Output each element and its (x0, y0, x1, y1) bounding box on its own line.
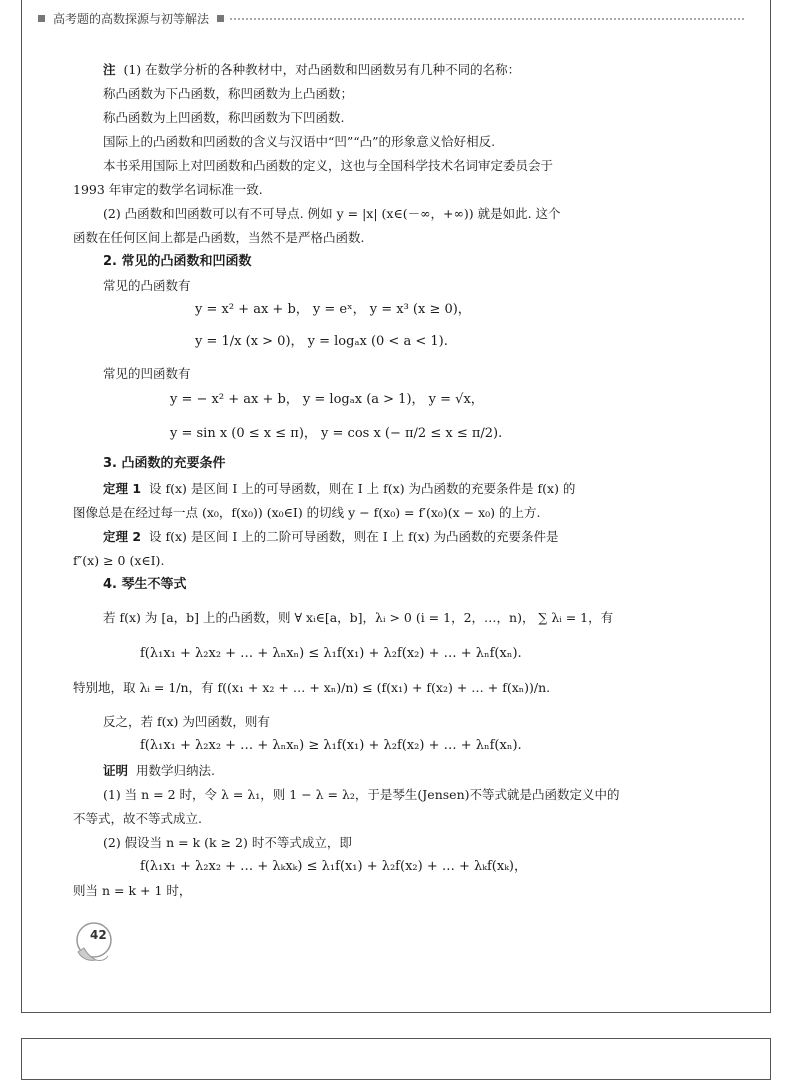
page-ornament-icon (70, 918, 118, 966)
formula-line: y = − x² + ax + b， y = logₐx (a > 1)， y = √x， (170, 392, 484, 407)
text-line: 称凸函数为下凸函数，称凹函数为上凸函数； (103, 86, 354, 101)
theorem-text: 设 f(x) 是区间 I 上的可导函数，则在 I 上 f(x) 为凸函数的充要条件是 f(x) 的 (149, 481, 576, 496)
section-heading-4: 4. 琴生不等式 (103, 577, 187, 592)
header-square-icon (38, 15, 45, 22)
theorem-label: 定理 2 (103, 529, 142, 544)
text-line: 若 f(x) 为 [a，b] 上的凸函数，则 ∀ xᵢ∈[a，b]，λᵢ > 0 (i = 1，2，…，n)， ∑ λᵢ = 1，有 (103, 610, 614, 625)
formula-line: y = x² + ax + b， y = eˣ， y = x³ (x ≥ 0)， (195, 302, 471, 317)
header-dots (230, 18, 744, 20)
text-line: 称凸函数为上凹函数，称凹函数为下凹函数. (103, 110, 345, 125)
text-line: 则当 n = k + 1 时， (73, 883, 192, 898)
proof-label: 证明 (103, 763, 129, 778)
text-line: (2) 假设当 n = k (k ≥ 2) 时不等式成立，即 (103, 835, 352, 850)
formula-line: f(λ₁x₁ + λ₂x₂ + … + λₙxₙ) ≥ λ₁f(x₁) + λ₂f(x₂) + … + λₙf(xₙ). (140, 738, 522, 753)
next-page-frame (21, 1038, 771, 1080)
header-title: 高考题的高数探源与初等解法 (53, 11, 210, 26)
text-line: 常见的凹函数有 (103, 366, 191, 381)
text-line: 常见的凸函数有 (103, 278, 191, 293)
running-header (38, 9, 744, 27)
formula-line: f(λ₁x₁ + λ₂x₂ + … + λₙxₙ) ≤ λ₁f(x₁) + λ₂f(x₂) + … + λₙf(xₙ). (140, 646, 522, 661)
text-line: (2) 凸函数和凹函数可以有不可导点. 例如 y = |x| (x∈(－∞，+∞)) 就是如此. 这个 (103, 206, 561, 221)
theorem-2 (103, 529, 559, 545)
text-line: 反之，若 f(x) 为凹函数，则有 (103, 714, 270, 729)
page-number: 42 (90, 928, 107, 942)
text-line: 本书采用国际上对凹函数和凸函数的定义，这也与全国科学技术名词审定委员会于 (103, 158, 554, 173)
formula-line: y = 1/x (x > 0)， y = logₐx (0 < a < 1). (195, 334, 448, 349)
note-text: (1) 在数学分析的各种教材中，对凸函数和凹函数另有几种不同的名称： (123, 62, 521, 77)
text-line: f″(x) ≥ 0 (x∈I). (73, 553, 165, 568)
text-line: (1) 当 n = 2 时，令 λ = λ₁，则 1 − λ = λ₂，于是琴生(Jensen)不等式就是凸函数定义中的 (103, 787, 620, 802)
proof-text: 用数学归纳法. (135, 763, 215, 778)
text-line: 1993 年审定的数学名词标准一致. (73, 182, 263, 197)
formula-line: y = sin x (0 ≤ x ≤ π)， y = cos x (− π/2 ≤ x ≤ π/2). (170, 426, 503, 441)
proof-line (103, 763, 215, 779)
text-line: 函数在任何区间上都是凸函数，当然不是严格凸函数. (73, 230, 365, 245)
theorem-1 (103, 481, 575, 497)
text-line: 特别地，取 λᵢ = 1/n，有 f((x₁ + x₂ + … + xₙ)/n) ≤ (f(x₁) + f(x₂) + … + f(xₙ))/n. (73, 680, 551, 695)
theorem-label: 定理 1 (103, 481, 142, 496)
note-line-1 (103, 62, 520, 78)
formula-line: f(λ₁x₁ + λ₂x₂ + … + λₖxₖ) ≤ λ₁f(x₁) + λ₂f(x₂) + … + λₖf(xₖ)， (140, 859, 528, 874)
text-line: 国际上的凸函数和凹函数的含义与汉语中“凹”“凸”的形象意义恰好相反. (103, 134, 496, 149)
section-heading-2: 2. 常见的凸函数和凹函数 (103, 254, 252, 269)
theorem-text: 设 f(x) 是区间 I 上的二阶可导函数，则在 I 上 f(x) 为凸函数的充要条件是 (149, 529, 559, 544)
text-line: 图像总是在经过每一点 (x₀，f(x₀)) (x₀∈I) 的切线 y − f(x₀) = f′(x₀)(x − x₀) 的上方. (73, 505, 541, 520)
note-label: 注 (103, 62, 116, 77)
header-square-icon (217, 15, 224, 22)
text-line: 不等式，故不等式成立. (73, 811, 202, 826)
section-heading-3: 3. 凸函数的充要条件 (103, 456, 226, 471)
